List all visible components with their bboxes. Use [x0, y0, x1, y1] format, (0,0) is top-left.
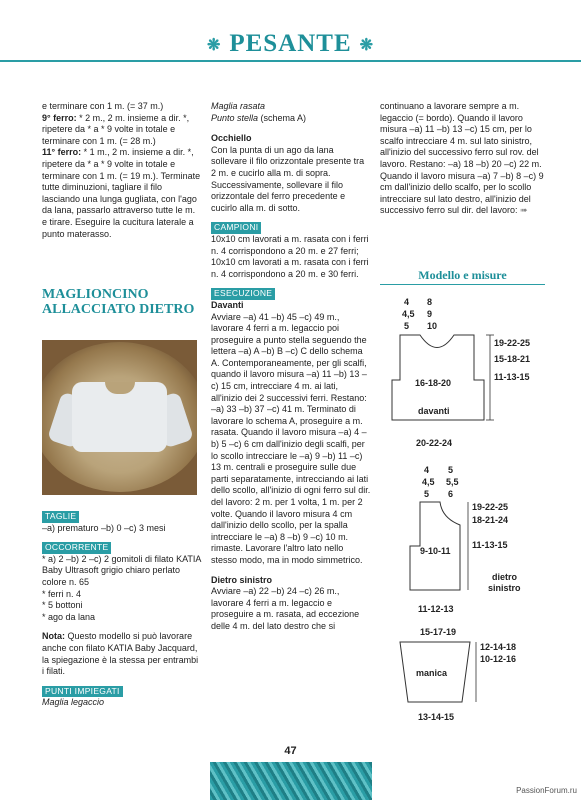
davanti-row3-b: 10: [427, 321, 438, 331]
occorrente-item: * ago da lana: [42, 611, 96, 622]
manica-label: manica: [416, 668, 448, 678]
occorrente-item: * 5 bottoni: [42, 600, 83, 611]
davanti-row3-a: 5: [404, 321, 410, 331]
manica-top: 15-17-19: [420, 627, 457, 637]
stitch-pattern-strip: [210, 762, 372, 800]
nota: [42, 631, 202, 677]
taglie-text: –a) prematuro –b) 0 –c) 3 mesi: [42, 522, 166, 533]
davanti-schematic: [392, 297, 530, 448]
dietro-right-3: 11-13-15: [472, 540, 508, 550]
flower-ornament-icon: ❋: [206, 37, 222, 55]
continued-text-body: continuano a lavorare sempre a m. legaccio (= bordo). Quando il lavoro misura –a) 11 –b) 13 –c) 15 cm, per lo scalfo intrecciare 4 m. sul lato sinistro, all'inizio del successivo ferro sul rov. del lavoro. Restano: –a) 18 –b) 20 –c) 22 m. Quando il lavoro misura –a) 7 –b) 8 –c) 9 cm dall'inizio dello scalfo, per lo scollo intrecciare sul lato destro, all'inizio del successivo ferro sul dir. del lavoro:: [380, 101, 544, 216]
ferro-11: [42, 147, 202, 240]
davanti-right-2: 15-18-21: [494, 354, 531, 364]
page-number: 47: [284, 745, 297, 757]
occorrente-item: * ferri n. 4: [42, 588, 82, 599]
measurements-diagram: [380, 290, 545, 730]
column-middle: [211, 101, 371, 633]
davanti-top-a: 4: [404, 297, 410, 307]
occhiello-text: Con la punta di un ago da lana sollevare il filo orizzontale presente tra 2 m. e cucirlo alla m. di sopra. Successivamente, sollevare il filo orizzontale del ferro precedente e cucirlo alla m. di sotto.: [211, 144, 365, 213]
pattern-heading: MAGLIONCINO ALLACCIATO DIETRO: [42, 287, 195, 317]
davanti-right-1: 19-22-25: [494, 338, 531, 348]
manica-right-2: 10-12-16: [480, 654, 517, 664]
section-title: [0, 30, 581, 58]
ferro-9: [42, 113, 202, 148]
dietro-top-b: 5: [448, 465, 454, 475]
dietro-text: Avviare –a) 22 –b) 24 –c) 26 m., lavorare 4 ferri a m. legaccio e proseguire a m. rasata, ad eccezione delle 4 m. del lato destro che si: [211, 586, 360, 631]
punti-tag: PUNTI IMPIEGATI: [42, 686, 123, 698]
nota-label: Nota:: [42, 631, 65, 642]
dietro-row2-a: 4,5: [422, 477, 435, 487]
davanti-text: Avviare –a) 41 –b) 45 –c) 49 m., lavorare 4 ferri a m. legaccio poi proseguire a punto stella seguendo the lettera –a) A –b) B –c) C dello schema A. Contemporaneamente, per gli scalfi, quando il lavoro misura –a) 11 –b) 13 –c) 15 cm, intrecciare 4 m. ai lati, all'inizio dei 2 successivi ferri. Restano: –a) 33 –b) 37 –c) 41 m. Terminato di lavorare lo schema A, proseguire a m. rasata. Quando il lavoro misura –a) 4 –b) 5 –c) 6 cm dall'inizio degli scalfi, per lo scollo intrecciare le –a) 9 –b) 11 –c) 13 m. centrali e proseguire sulle due parti separatamente, intrecciando ai lati dello scollo, all'inizio di ogni ferro sul dir. del lavoro: 2 m. per 1 volta, 1 m. per 2 volte. Quando il lavoro misura 4 cm dall'inizio dello scollo, per la spalla intrecciare le –a) 8 –b) 9 –c) 10 m. rimaste. Lavorare l'altro lato nello stesso modo, ma in modo simmetrico.: [211, 311, 371, 565]
punto-stella: [211, 113, 371, 125]
sweater-photo: [42, 340, 197, 495]
manica-right-1: 12-14-18: [480, 642, 517, 652]
davanti-inner: 16-18-20: [415, 378, 452, 388]
occhiello-heading: Occhiello: [211, 133, 252, 144]
davanti-row2-b: 9: [427, 309, 433, 319]
davanti-right-3: 11-13-15: [494, 372, 530, 382]
ferro-11-label: 11° ferro:: [42, 147, 82, 158]
davanti-row2-a: 4,5: [402, 309, 415, 319]
dietro-label-1: dietro: [492, 572, 518, 582]
davanti-top-b: 8: [427, 297, 433, 307]
page-header: [0, 28, 581, 64]
section-title-text: PESANTE: [229, 30, 352, 57]
occorrente-tag: OCCORRENTE: [42, 542, 111, 554]
dietro-heading: Dietro sinistro: [211, 574, 273, 585]
column-left-bottom: [42, 503, 202, 709]
nota-text: Questo modello si può lavorare anche con filato KATIA Baby Jacquard, la spiegazione è la stessa per entrambi i filati.: [42, 631, 199, 677]
dietro-row3-b: 6: [448, 489, 454, 499]
davanti-heading: Davanti: [211, 299, 244, 310]
header-rule: [0, 60, 581, 62]
manica-schematic: [400, 627, 516, 722]
occorrente-item: * a) 2 –b) 2 –c) 2 gomitoli di filato KATIA Baby Ultrasoft grigio chiaro perlato colore n. 65: [42, 553, 201, 587]
diagram-title-rule: [380, 284, 545, 285]
davanti-bottom: 20-22-24: [416, 438, 453, 448]
campioni-tag: CAMPIONI: [211, 222, 261, 234]
ferro-9-label: 9° ferro:: [42, 112, 77, 123]
esecuzione-tag: ESECUZIONE: [211, 288, 275, 300]
taglie-tag: TAGLIE: [42, 511, 79, 523]
dietro-inner: 9-10-11: [420, 546, 451, 556]
flower-ornament-icon: ❋: [359, 37, 375, 55]
dietro-right-2: 18-21-24: [472, 515, 509, 525]
watermark: PassionForum.ru: [516, 786, 577, 795]
campioni-text-1: 10x10 cm lavorati a m. rasata con i ferri n. 4 corrispondono a 20 m. e 27 ferri;: [211, 233, 369, 256]
campioni-text-2: 10x10 cm lavorati a m. rasata con i ferri n. 4 corrispondono a 20 m. e 30 ferri.: [211, 257, 369, 279]
punto-stella-rest: (schema A): [258, 112, 307, 123]
dietro-right-1: 19-22-25: [472, 502, 509, 512]
punti-text: Maglia legaccio: [42, 697, 105, 708]
dietro-top-a: 4: [424, 465, 430, 475]
davanti-label: davanti: [418, 406, 450, 416]
continue-arrow-icon: ➠: [520, 205, 528, 216]
column-left: [42, 101, 202, 240]
punto-stella-label: Punto stella: [211, 112, 259, 123]
ferro-11-text: * 1 m., 2 m. insieme a dir. *, ripetere da * a * 9 volte in totale e terminare con 1 m. (= 19 m.). Terminate tutte diminuzioni, tagliare il filo lasciando una lunga gugliata, con l'ago da lana, passarlo attraverso tutte le m. e tirare. Eseguire la cucitura laterale a punto materasso.: [42, 147, 201, 239]
text-line: e terminare con 1 m. (= 37 m.): [42, 101, 164, 111]
column-right: [380, 101, 545, 217]
dietro-row2-b: 5,5: [446, 477, 459, 487]
dietro-row3-a: 5: [424, 489, 430, 499]
dietro-bottom: 11-12-13: [418, 604, 454, 614]
ferro-9-text: * 2 m., 2 m. insieme a dir. *, ripetere da * a * 9 volte in totale e terminare con 1 m. (= 28 m.): [42, 112, 190, 146]
continued-text: [380, 101, 545, 217]
manica-bottom: 13-14-15: [418, 712, 455, 722]
maglia-rasata: Maglia rasata: [211, 101, 266, 111]
dietro-schematic: [410, 465, 521, 614]
dietro-label-2: sinistro: [488, 583, 521, 593]
diagram-title: Modello e misure: [418, 268, 507, 282]
